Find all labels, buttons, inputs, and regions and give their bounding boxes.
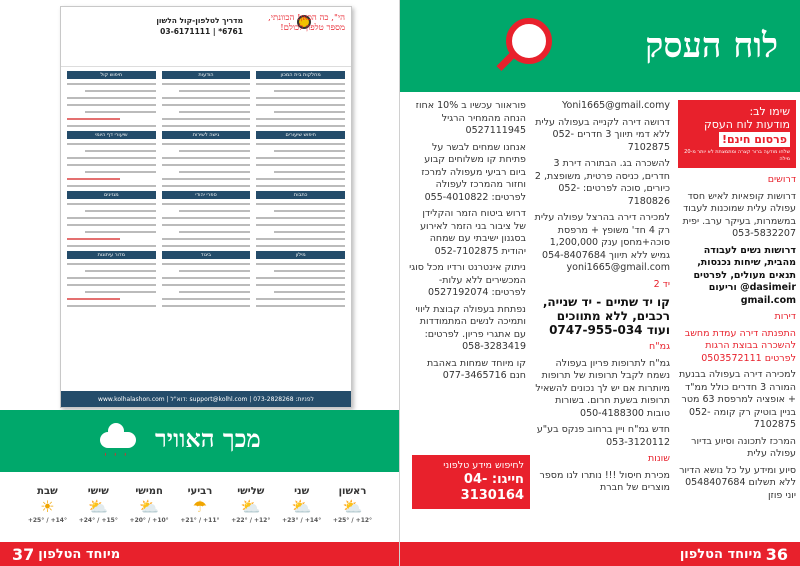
classified-ad: דרוש ביטוח הזמר והקלידן של ציבור בני הזמר לאירוע בסגנון ישיבתי עם שמחה יהודית 052-7102875 bbox=[420, 208, 526, 257]
classified-ad: קו מיוחד שמחות באהבת חנם 077-3465716 bbox=[427, 357, 526, 381]
flyer-text-line bbox=[256, 284, 345, 286]
flyer-text-line bbox=[67, 284, 156, 286]
flyer-text-line bbox=[67, 178, 120, 180]
classified-ad: אנחנו שמחים לבשר על פתיחת קו משלוחים קבוע ביום רביעי מעפולה למרכז וחזור מהמרכז לעפולה לפרטים: 055-4010822 bbox=[421, 141, 526, 203]
flyer-title-line2: 6761* | 03-6171111 bbox=[160, 27, 243, 36]
left-footer bbox=[0, 542, 400, 566]
flyer-text-line bbox=[256, 83, 345, 85]
flyer-text-line bbox=[85, 210, 156, 212]
ad-box-pill: פרסום חינם! bbox=[719, 132, 790, 147]
flyer-text-line bbox=[274, 270, 345, 272]
flyer-section-heading: מילון bbox=[256, 251, 345, 259]
flyer-text-line bbox=[67, 104, 156, 106]
weather-day bbox=[230, 486, 272, 536]
day-temps: +25° / +12° bbox=[332, 517, 373, 524]
day-name: שבת bbox=[37, 486, 58, 497]
partly-cloudy-icon: ⛅ bbox=[342, 497, 363, 516]
flyer-text-line bbox=[162, 203, 251, 205]
flyer-text-line bbox=[162, 178, 251, 180]
day-temps: +20° / +10° bbox=[129, 517, 169, 524]
day-temps: +24° / +15° bbox=[78, 517, 118, 524]
flyer-section-heading: חיפוש קול bbox=[67, 71, 156, 79]
weather-day bbox=[128, 486, 170, 536]
flyer-text-line bbox=[256, 224, 345, 226]
flyer-text-line bbox=[256, 245, 345, 247]
weather-title: מכך האוויר bbox=[155, 424, 261, 453]
flyer-text-line bbox=[274, 111, 345, 113]
page-number-left: 37 bbox=[12, 544, 35, 564]
flyer-text-line bbox=[256, 97, 345, 99]
flyer-text-line bbox=[162, 83, 251, 85]
flyer-text-line bbox=[256, 305, 345, 307]
flyer-header-red: הי", כה הכאן! הכוונתי, מספר טלפון לכולם! bbox=[268, 13, 345, 33]
flyer-text-line bbox=[256, 203, 345, 205]
flyer-text-line bbox=[179, 270, 250, 272]
day-temps: +21° / +11° bbox=[180, 517, 220, 524]
classified-ad: סיוע ומידע על כל נושא הדיור ללא תשלום 0548407684 יוני פוזן bbox=[679, 464, 796, 501]
flyer-footer: www.kolhalashon.com | דוא"ל: support@kolhl.com | לפניות: 073-2828268 bbox=[61, 391, 351, 407]
flyer-section-heading: מדור עיתונות bbox=[67, 251, 156, 259]
classified-ad: חדש גמ"ח ויין ברחוב פנקס בע"ע 053-3120112 bbox=[536, 424, 670, 448]
flyer-text-line bbox=[179, 171, 250, 173]
flyer-text-line bbox=[85, 231, 156, 233]
flyer-section-heading: גישה לשירות bbox=[162, 131, 251, 139]
flyer-text-line bbox=[274, 171, 345, 173]
flyer-text-line bbox=[162, 104, 251, 106]
classified-ad: מכירת חיסול !!! נותרו לנו מספר מוצרים של חברת bbox=[539, 469, 670, 493]
column-right-ads bbox=[678, 174, 796, 506]
flyer-text-line bbox=[67, 263, 156, 265]
flyer-section-heading: כתבות bbox=[256, 191, 345, 199]
column-right bbox=[678, 100, 796, 538]
flyer-text-line bbox=[274, 231, 345, 233]
section-heading: דרושים bbox=[767, 174, 796, 185]
section-heading: יד 2 bbox=[653, 278, 670, 290]
sun-icon: ☀ bbox=[40, 497, 55, 516]
flyer-text-line bbox=[256, 104, 345, 106]
flyer-text-line bbox=[162, 277, 251, 279]
flyer-text-line bbox=[67, 164, 156, 166]
flyer-text-line bbox=[256, 178, 345, 180]
left-footer-label: מיוחד הטלפון bbox=[38, 546, 121, 562]
cloud-sun-icon: ⛅ bbox=[88, 497, 109, 516]
cloud-icon bbox=[100, 432, 136, 448]
flyer-text-line bbox=[256, 143, 345, 145]
flyer-text-line bbox=[179, 210, 250, 212]
flyer-text-line bbox=[256, 118, 345, 120]
right-footer-label: מיוחד הטלפון bbox=[679, 546, 762, 562]
flyer-text-line bbox=[85, 291, 156, 293]
magnifier-icon bbox=[506, 18, 552, 64]
classified-ad: ניתוק אינטרנט ורדיו מכל סוגי המכשירים ללא עלות- לפרטים: 0527192074 bbox=[409, 262, 526, 298]
flyer-text-line bbox=[85, 171, 156, 173]
weather-day bbox=[26, 486, 68, 536]
flyer-text-line bbox=[162, 164, 251, 166]
cloud-sun-icon: ⛅ bbox=[139, 497, 160, 516]
flyer-text-line bbox=[179, 150, 250, 152]
flyer-text-line bbox=[274, 210, 345, 212]
ad-box-line2: מודעות לוח העסק bbox=[703, 118, 790, 131]
flyer-column bbox=[162, 71, 251, 387]
classified-ad: פוראוור עכשיו ב 10% אחוז הנחה מהמחיר הרגיל 0527111945 bbox=[415, 100, 526, 136]
flyer-text-line bbox=[67, 118, 120, 120]
column-middle bbox=[534, 100, 670, 538]
flyer-text-line bbox=[162, 217, 251, 219]
day-name: שני bbox=[294, 486, 310, 497]
classified-ad: המרכז לתכונה וסיוע בדיור עפולה עלית bbox=[691, 435, 796, 459]
day-temps: +22° / +12° bbox=[231, 517, 271, 524]
flyer-text-line bbox=[274, 90, 345, 92]
weather-day bbox=[77, 486, 119, 536]
flyer-text-line bbox=[162, 305, 251, 307]
cloud-sun-icon: ⛅ bbox=[240, 497, 261, 516]
flyer-text-line bbox=[274, 150, 345, 152]
flyer-text-line bbox=[162, 185, 251, 187]
phone-search-box bbox=[412, 455, 530, 509]
flyer-text-line bbox=[67, 83, 156, 85]
section-heading: התפנתה דירה עמדת מחשב להשכרה בבוצת הרגות לפרטים 0503572111 bbox=[684, 327, 796, 364]
flyer-text-line bbox=[67, 298, 120, 300]
flyer-section-heading: מחלקות בית המכון bbox=[256, 71, 345, 79]
flyer-text-line bbox=[162, 97, 251, 99]
flyer-text-line bbox=[256, 263, 345, 265]
classified-ad: דרושה דירה לקנייה בעפולה עלית ללא דמי תיווך 3 חדרים 052-7102875 bbox=[535, 116, 670, 153]
flyer-text-line bbox=[67, 143, 156, 145]
flyer-text-line bbox=[67, 157, 156, 159]
phone-box-line1: לחיפוש מידע טלפוני bbox=[443, 460, 524, 471]
day-name: שישי bbox=[87, 486, 109, 497]
flyer-text-line bbox=[256, 217, 345, 219]
right-footer bbox=[400, 542, 800, 566]
flyer-text-line bbox=[67, 245, 156, 247]
day-name: ראשון bbox=[338, 486, 367, 497]
classified-ad: נפתחת בעפולה קבוצת ליווי ותמיכה לנשים המתמודדות עם אתגרי פריון. לפרטים: 058-3283419 bbox=[415, 303, 526, 352]
flyer-text-line bbox=[256, 157, 345, 159]
flyer-text-line bbox=[85, 111, 156, 113]
cloud-sun-icon: ⛅ bbox=[291, 497, 312, 516]
phone-guide-flyer bbox=[60, 6, 352, 408]
right-page bbox=[400, 0, 800, 566]
flyer-text-line bbox=[85, 150, 156, 152]
flyer-text-line bbox=[162, 224, 251, 226]
ad-box-note: שלחו מודעה ברור קצרה ומתמצתת לא יותר מ-20 מילה bbox=[684, 149, 790, 162]
flyer-text-line bbox=[85, 90, 156, 92]
flyer-text-line bbox=[274, 291, 345, 293]
flyer-columns bbox=[67, 71, 345, 387]
flyer-column bbox=[256, 71, 345, 387]
flyer-text-line bbox=[162, 298, 251, 300]
flyer-text-line bbox=[67, 185, 156, 187]
flyer-text-line bbox=[67, 277, 156, 279]
flyer-text-line bbox=[67, 203, 156, 205]
flyer-text-line bbox=[179, 111, 250, 113]
weather-day bbox=[281, 486, 323, 536]
section-heading: שונות bbox=[648, 453, 670, 464]
classified-ad: קו יד שתיים - יד שנייה, רכבים, ללא מתווכים ועוד 0747-955-034 bbox=[542, 295, 670, 337]
flyer-text-line bbox=[256, 238, 345, 240]
flyer-section-heading: מגזינים bbox=[67, 191, 156, 199]
flyer-text-line bbox=[67, 217, 156, 219]
flyer-text-line bbox=[162, 263, 251, 265]
classified-ad: Yoni1665@gmail.comy bbox=[561, 100, 670, 111]
section-heading: דירות bbox=[774, 311, 796, 322]
flyer-section-heading: חיפוש שיעורים bbox=[256, 131, 345, 139]
flyer-text-line bbox=[162, 238, 251, 240]
flyer-text-line bbox=[256, 185, 345, 187]
flyer-text-line bbox=[85, 270, 156, 272]
day-temps: +25° / +14° bbox=[27, 517, 67, 524]
weather-days bbox=[0, 486, 400, 536]
rain-drops-icon: ' ' ' bbox=[104, 452, 129, 463]
classified-ad: דרושות קופאיות לאיש חסד עפולה עלית שמוכנות לעבוד במשמרות, בעיקר ערב. יפית 053-5832207 bbox=[682, 190, 796, 239]
flyer-text-line bbox=[256, 298, 345, 300]
flyer-text-line bbox=[179, 231, 250, 233]
weather-day bbox=[331, 486, 373, 536]
flyer-text-line bbox=[162, 125, 251, 127]
flyer-text-line bbox=[67, 305, 156, 307]
page-number-right: 36 bbox=[765, 544, 788, 564]
classified-ad: להשכרה בג. הבתורה דירת 3 חדרים, כניסה פרטית, משופצת, 2 כיורים, סוכה לפרטים: 052-7180826 bbox=[534, 158, 670, 207]
classified-ad: למכירה דירה בהרצל עפולה עלית רק 4 חד' משופץ + מרפסת סוכה+מחסן ענק 1,200,000 גמיש ללא תיווך 054-8407684 yoni1665@gmail.com bbox=[534, 212, 670, 273]
section-heading: גמ"ח bbox=[649, 341, 670, 352]
flyer-text-line bbox=[67, 238, 120, 240]
flyer-text-line bbox=[179, 291, 250, 293]
flyer-text-line bbox=[256, 164, 345, 166]
classified-ad: גמ"ח לתרופות פריון בעפולה נשמח לקבל תרופות של תרופות מיותרות אם יש לך נכונים להשאיל תרופות בשעת חרום. בשורות טובות 050-4188300 bbox=[535, 357, 670, 419]
classified-ad: דרושות נשים לעבודה מהבית, שיחות נכנסות, תנאים מעולים, לפרטים dasimeir@ וריעום gmail.com bbox=[693, 244, 796, 306]
phone-box-number: חייגו: 04-3130164 bbox=[460, 472, 524, 503]
classifieds-logo: לוח העסק bbox=[645, 26, 778, 66]
ad-box-line1: שימו לב: bbox=[749, 105, 790, 118]
flyer-text-line bbox=[256, 125, 345, 127]
flyer-text-line bbox=[67, 224, 156, 226]
day-name: שלישי bbox=[237, 486, 265, 497]
flyer-text-line bbox=[162, 284, 251, 286]
rain-icon: ☂ bbox=[192, 497, 208, 516]
day-name: רביעי bbox=[187, 486, 213, 497]
flyer-section-heading: הודעות bbox=[162, 71, 251, 79]
flyer-text-line bbox=[67, 97, 156, 99]
weather-day bbox=[179, 486, 221, 536]
free-ad-box bbox=[678, 100, 796, 168]
flyer-text-line bbox=[162, 143, 251, 145]
flyer-header bbox=[61, 7, 351, 67]
flyer-section-heading: ספרי יהודי bbox=[162, 191, 251, 199]
flyer-text-line bbox=[162, 118, 251, 120]
classified-ad: למכירה דירה בעפולה בבנעת המורה 3 חדרים כולל ממ"ד + אופציה למרפסת 63 מטר בניין בוטיק רק קומה 052-7102875 bbox=[678, 369, 796, 430]
day-name: חמישי bbox=[135, 486, 163, 497]
flyer-text-line bbox=[256, 277, 345, 279]
flyer-title-line1: מדריך לטלפון-קול הלשון bbox=[156, 16, 243, 25]
flyer-section-heading: שיעורי דף היומי bbox=[67, 131, 156, 139]
day-temps: +23° / +14° bbox=[282, 517, 322, 524]
flyer-text-line bbox=[179, 90, 250, 92]
flyer-text-line bbox=[162, 245, 251, 247]
flyer-section-heading: ביגוד bbox=[162, 251, 251, 259]
flyer-column bbox=[67, 71, 156, 387]
flyer-text-line bbox=[67, 125, 156, 127]
flyer-title bbox=[113, 15, 243, 37]
flyer-text-line bbox=[162, 157, 251, 159]
